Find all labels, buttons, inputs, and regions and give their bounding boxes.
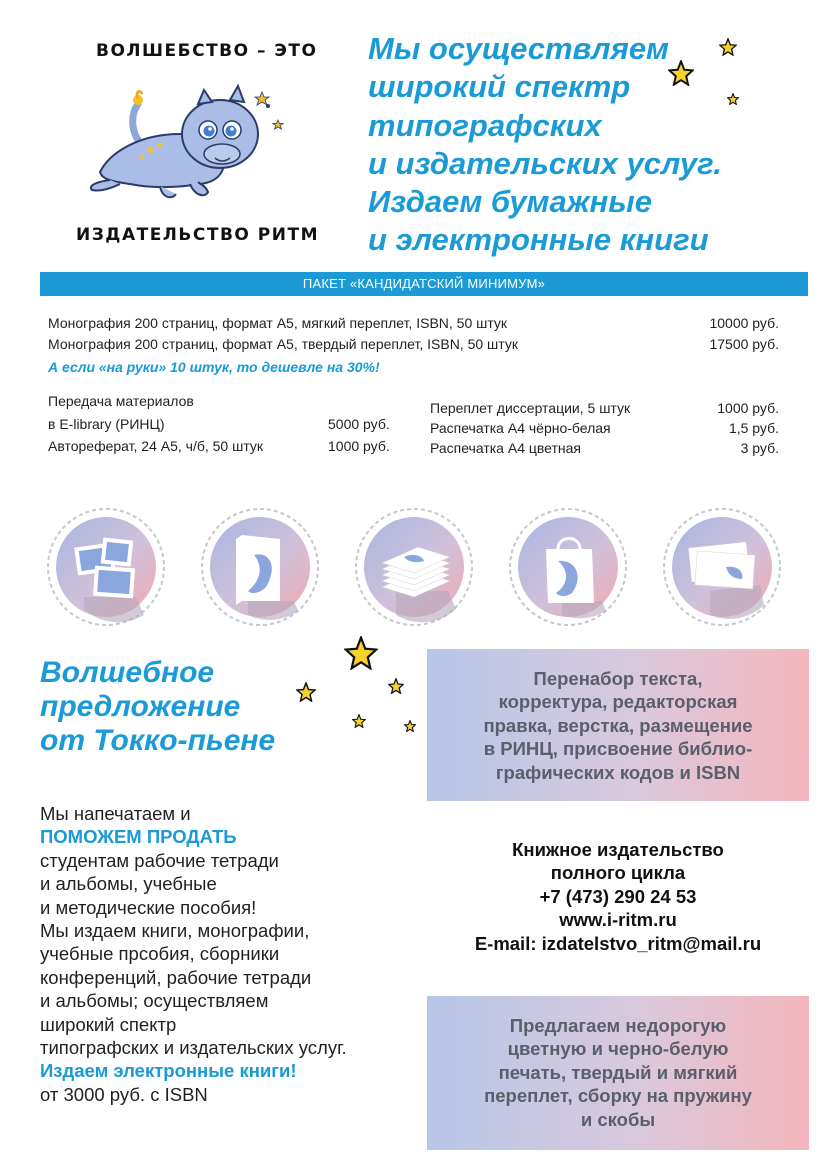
magic-title-line: Волшебное <box>40 656 215 689</box>
printing-box <box>427 996 809 1150</box>
box-line: цветную и черно-белую <box>507 1038 729 1060</box>
headline-line: Издаем бумажные <box>368 184 652 220</box>
printing-box-text <box>427 1014 809 1131</box>
headline-line: типографских <box>368 107 602 143</box>
magic-offer-title <box>40 656 275 758</box>
box-line: Предлагаем недорогую <box>509 1015 727 1036</box>
service-price: 3 руб. <box>740 440 779 456</box>
body-line: Мы издаем книги, монографии, <box>40 920 310 942</box>
body-line: учебные прсобия, сборники <box>40 943 280 965</box>
star-icon <box>344 636 378 670</box>
paper-stack-icon <box>352 505 476 629</box>
star-icon <box>404 720 416 732</box>
service-label: Переплет диссертации, 5 штук <box>430 400 631 416</box>
elibrary-label-line1: Передача материалов <box>48 393 194 409</box>
box-line: правка, верстка, размещение <box>483 714 753 736</box>
box-line: печать, твердый и мягкий <box>498 1061 738 1083</box>
discount-note: А если «на руки» 10 штук, то дешевле на 30%! <box>48 359 380 375</box>
box-line: переплет, сборку на пружину <box>484 1085 752 1107</box>
body-line: и методические пособия! <box>40 896 257 918</box>
body-line: от 3000 руб. с ISBN <box>40 1083 208 1105</box>
service-label: Распечатка А4 цветная <box>430 440 581 456</box>
star-icon <box>668 60 694 86</box>
box-line: графических кодов и ISBN <box>495 761 741 783</box>
package-item-price: 17500 руб. <box>709 336 779 352</box>
logo-bottom-text: ИЗДАТЕЛЬСТВО РИТМ <box>76 225 319 245</box>
body-line: студентам рабочие тетради <box>40 849 279 871</box>
body-line: типографских и издательских услуг. <box>40 1037 347 1059</box>
headline-line: широкий спектр <box>368 69 631 105</box>
shopping-bag-icon <box>506 505 630 629</box>
box-line: Перенабор текста, <box>533 668 703 689</box>
body-line-highlight: ПОМОЖЕМ ПРОДАТЬ <box>40 826 237 848</box>
headline-line: и электронные книги <box>368 222 709 258</box>
box-line: и скобы <box>580 1108 656 1130</box>
package-item-price: 10000 руб. <box>709 315 779 331</box>
box-line: корректура, редакторская <box>498 691 738 713</box>
package-item-label: Монография 200 страниц, формат А5, твердый переплет, ISBN, 50 штук <box>48 336 518 352</box>
headline-line: и издательских услуг. <box>368 145 722 181</box>
body-line: конференций, рабочие тетради <box>40 966 312 988</box>
elibrary-label-line2: в E-library (РИНЦ) <box>48 416 165 432</box>
body-line: и альбомы; осуществляем <box>40 990 269 1012</box>
body-line: Мы напечатаем и <box>40 803 191 824</box>
book-icon <box>198 505 322 629</box>
elibrary-price: 5000 руб. <box>328 416 390 432</box>
services-box-text <box>427 667 809 784</box>
package-banner: ПАКЕТ «КАНДИДАТСКИЙ МИНИМУМ» <box>40 272 808 296</box>
contact-email-link[interactable]: E-mail: izdatelstvo_ritm@mail.ru <box>474 932 762 954</box>
star-icon <box>352 714 366 728</box>
service-label: Распечатка А4 чёрно-белая <box>430 420 611 436</box>
star-icon <box>388 678 404 694</box>
body-line-highlight: Издаем электронные книги! <box>40 1060 297 1082</box>
package-item-label: Монография 200 страниц, формат А5, мягкий переплет, ISBN, 50 штук <box>48 315 508 331</box>
magic-title-line: от Токко-пьене <box>40 724 276 757</box>
star-icon <box>719 38 737 56</box>
contact-line: Книжное издательство <box>512 839 724 860</box>
logo-top-text: ВОЛШЕБСТВО – ЭТО <box>96 41 318 61</box>
contact-phone[interactable]: +7 (473) 290 24 53 <box>539 885 697 907</box>
magic-title-line: предложение <box>40 690 241 723</box>
service-price: 1,5 руб. <box>728 420 779 436</box>
contact-line: полного цикла <box>550 862 686 884</box>
body-line: и альбомы, учебные <box>40 873 217 895</box>
box-line: в РИНЦ, присвоение библио- <box>483 738 753 760</box>
headline-line: Мы осуществляем <box>368 31 669 66</box>
service-price: 1000 руб. <box>717 400 779 416</box>
services-box <box>427 649 809 801</box>
photos-icon <box>44 505 168 629</box>
headline <box>368 30 808 260</box>
contact-website-link[interactable]: www.i-ritm.ru <box>559 909 677 931</box>
business-card-icon <box>660 505 784 629</box>
body-line: широкий спектр <box>40 1013 177 1035</box>
abstract-price: 1000 руб. <box>328 438 390 454</box>
star-icon <box>727 93 739 105</box>
unicorn-mascot-logo <box>80 72 290 212</box>
offer-body-text <box>40 802 347 1106</box>
abstract-label: Автореферат, 24 А5, ч/б, 50 штук <box>48 438 264 454</box>
star-icon <box>296 682 316 702</box>
contact-block <box>427 838 809 955</box>
